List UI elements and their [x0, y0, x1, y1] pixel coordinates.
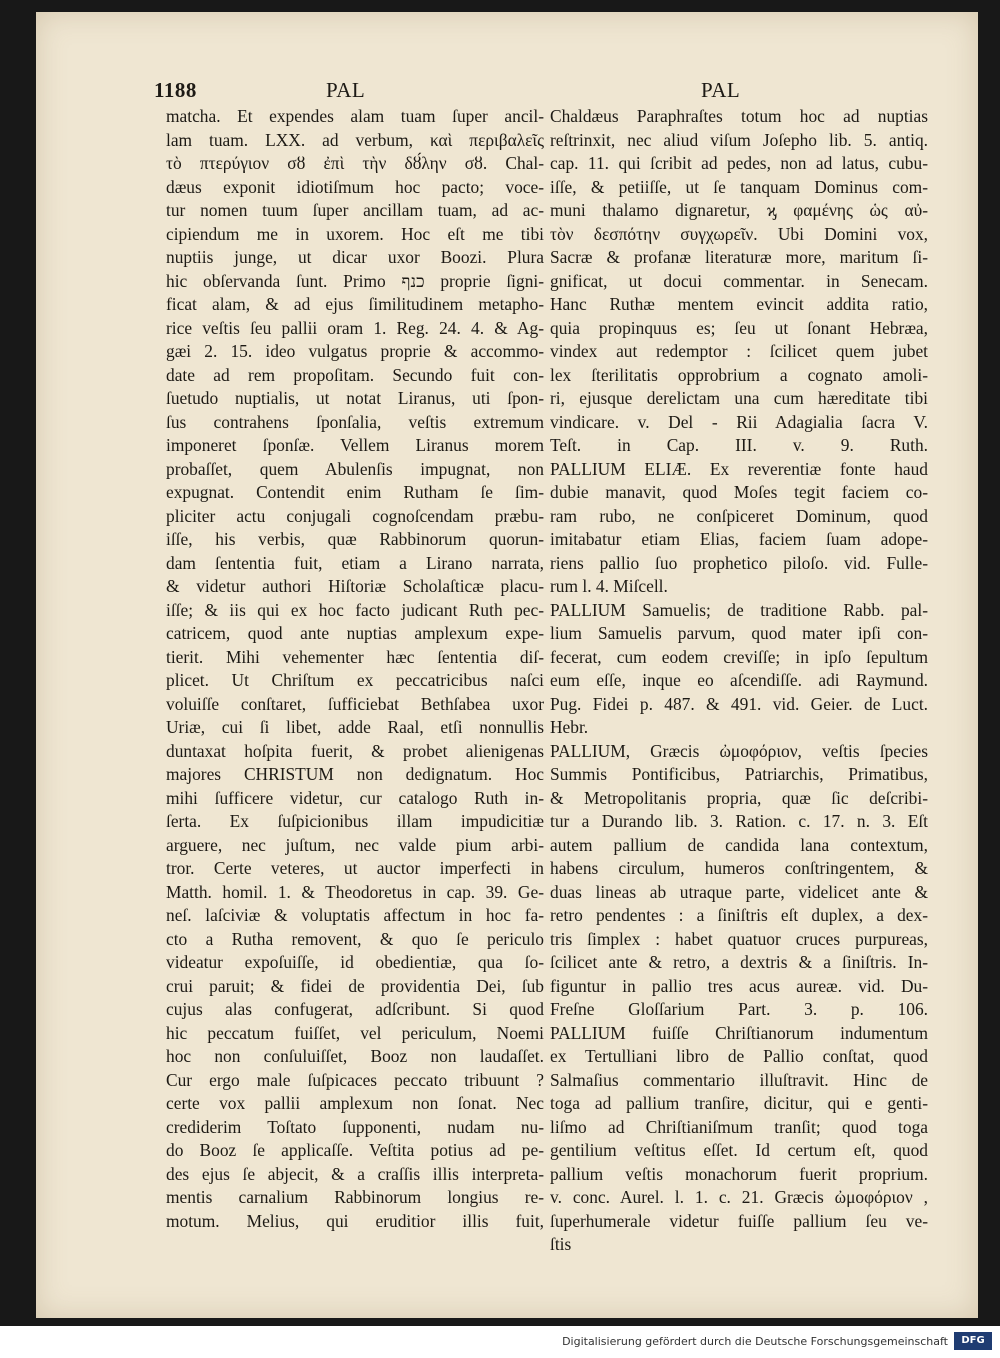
- funding-credit: Digitalisierung gefördert durch die Deutsche Forschungsgemeinschaft: [562, 1335, 948, 1348]
- text-line: dubie manavit, quod Moſes tegit faciem co-: [550, 482, 928, 502]
- text-line: hic obſervanda ſunt. Primo כנף proprie ſigni-: [166, 270, 544, 291]
- text-line: autem pallium de candida lana contextum,: [550, 834, 928, 855]
- text-line: mihi ſufficere videtur, cur catalogo Ruth in-: [166, 787, 544, 808]
- page-number: 1188: [154, 78, 197, 102]
- text-line: neſ. laſciviæ & voluptatis affectum in hoc fa-: [166, 905, 544, 925]
- text-line: certe vox pallii amplexum non ſonat. Nec: [166, 1093, 544, 1113]
- text-line: hoc non conſuluiſſet, Booz non laudaſſet.: [166, 1046, 544, 1066]
- text-line: ſerta. Ex ſuſpicionibus illam impudicitiæ: [166, 811, 544, 831]
- text-line: Summis Pontificibus, Patriarchis, Primatibus,: [550, 764, 928, 784]
- text-line: Uriæ, cui ſi libet, adde Raal, etſi nonnullis: [166, 717, 544, 737]
- text-line: lex ſterilitatis opprobrium a cognato amoli-: [550, 364, 928, 385]
- text-line: des ejus ſe abjecit, & a craſſis illis interpreta-: [166, 1163, 544, 1184]
- text-line: toga ad pallium tranſire, dicitur, qui e genti-: [550, 1093, 928, 1113]
- text-line: habens circulum, humeros conſtringentem, &: [550, 858, 928, 878]
- text-line: duas lineas ab utraque parte, videlicet ante &: [550, 881, 928, 902]
- text-line: pallium veſtis monachorum fuerit proprium.: [550, 1163, 928, 1184]
- text-line: ſus contrahens ſponſalia, veſtis extremum: [166, 411, 544, 432]
- text-line: majores CHRISTUM non dedignatum. Hoc: [166, 764, 544, 784]
- book-page: [36, 12, 978, 1318]
- text-line: v. conc. Aurel. l. 1. c. 21. Græcis ὠμοφόριον ,: [550, 1187, 928, 1207]
- text-line: iſſe, his verbis, quæ Rabbinorum quorun-: [166, 529, 544, 549]
- text-line: Chaldæus Paraphraſtes totum hoc ad nuptias: [550, 106, 928, 126]
- text-line: eum eſſe, inque eo aſcendiſſe. adi Raymund.: [550, 670, 928, 690]
- text-line: do Booz ſe applicaſſe. Veſtita potius ad pe-: [166, 1140, 544, 1160]
- text-line: videatur expoſuiſſe, id obedientiæ, qua ſo-: [166, 952, 544, 972]
- text-line: voluiſſe conſtaret, ſufficiebat Bethſabea uxor: [166, 693, 544, 714]
- text-line: lam tuam. LXX. ad verbum, καὶ περιβαλεῖς: [166, 129, 544, 150]
- text-line: Cur ergo male ſuſpicaces peccato tribuunt ?: [166, 1069, 544, 1090]
- running-head-left: PAL: [326, 78, 366, 102]
- text-line: reſtrinxit, nec aliud viſum Joſepho lib. 5. antiq.: [550, 129, 928, 150]
- text-line: duntaxat hoſpita fuerit, & probet alienigenas: [166, 740, 544, 761]
- text-line: probaſſet, quem Abulenſis impugnat, non: [166, 458, 544, 479]
- text-line: PALLIUM fuiſſe Chriſtianorum indumentum: [550, 1022, 928, 1043]
- text-line: muni thalamo dignaretur, ϗ φαμένης ὡς αὐ-: [550, 200, 928, 220]
- text-line: nuptiis junge, ut dicar uxor Boozi. Plura: [166, 247, 544, 267]
- text-line: cujus alas confugerat, adſcribunt. Si quod: [166, 999, 544, 1019]
- text-line: mentis carnalium Rabbinorum longius re-: [166, 1187, 544, 1207]
- text-line: tierit. Mihi vehementer hæc ſententia diſ-: [166, 646, 544, 667]
- text-line: iſſe, & petiiſſe, ut ſe tanquam Dominus com-: [550, 176, 928, 197]
- text-line: tror. Certe veteres, ut auctor imperfecti in: [166, 858, 544, 878]
- text-line: plicet. Ut Chriſtum ex peccatricibus naſci: [166, 670, 544, 690]
- text-line: tur nomen tuum ſuper ancillam tuam, ad ac-: [166, 200, 544, 220]
- text-line: τὸ πτερύγιον σȣ ἐπὶ τὴν δȣ́λην σȣ. Chal-: [166, 153, 544, 173]
- text-line: & videtur authori Hiſtoriæ Scholaſticæ placu-: [166, 576, 544, 596]
- text-line: quia propinquus es; ſeu ut ſonant Hebræa,: [550, 317, 928, 338]
- text-line: ri, ejusque derelictam una cum hæreditate tibi: [550, 388, 928, 408]
- text-line: imponeret ſponſæ. Vellem Liranus morem: [166, 435, 544, 455]
- text-line: Salmaſius commentario illuſtravit. Hinc de: [550, 1069, 928, 1090]
- text-line: gæi 2. 15. ideo vulgatus proprie & accommo-: [166, 341, 544, 361]
- footer-bar: [0, 1326, 1000, 1358]
- text-line: gnificat, ut docui commentar. in Senecam.: [550, 270, 928, 291]
- text-line: hic peccatum fuiſſet, vel periculum, Noemi: [166, 1022, 544, 1043]
- text-line: catricem, quod ante nuptias amplexum expe-: [166, 623, 544, 643]
- text-line: date ad rem propoſitam. Secundo fuit con-: [166, 364, 544, 385]
- left-text-column: [166, 105, 544, 1233]
- text-line: motum. Melius, qui eruditior illis fuit,: [166, 1210, 544, 1231]
- text-line: gentilium veſtitus eſſet. Id certum eſt, quod: [550, 1140, 928, 1160]
- text-line: fecerat, cum eodem creviſſe; in ipſo ſepultum: [550, 646, 928, 667]
- text-line: Sacræ & profanæ literaturæ more, maritum ſi-: [550, 247, 928, 267]
- text-line: rice veſtis ſeu pallii oram 1. Reg. 24. 4. & Ag-: [166, 317, 544, 338]
- text-line: & Metropolitanis propria, quæ ſic deſcribi-: [550, 787, 928, 808]
- text-line: iſſe; & iis qui ex hoc facto judicant Ruth pec-: [166, 599, 544, 620]
- dfg-logo: DFG: [954, 1332, 992, 1350]
- text-line: liſmo ad Chriſtianiſmum tranſit; quod toga: [550, 1116, 928, 1137]
- text-line: tur a Durando lib. 3. Ration. c. 17. n. 3. Eſt: [550, 811, 928, 831]
- right-text-column: [550, 105, 928, 1257]
- text-line: ficat alam, & ad ejus ſimilitudinem metapho-: [166, 294, 544, 314]
- text-line: PALLIUM ELIÆ. Ex reverentiæ fonte haud: [550, 458, 928, 479]
- text-line: tris ſimplex : habet quatuor cruces purpureas,: [550, 928, 928, 949]
- text-line: lium Samuelis parvum, quod mater ipſi con-: [550, 623, 928, 643]
- text-line: figuntur in pallio tres acus aureæ. vid. Du-: [550, 975, 928, 996]
- text-line: Pug. Fidei p. 487. & 491. vid. Geier. de Luct.: [550, 693, 928, 714]
- text-line: imitabatur etiam Elias, faciem ſuam adope-: [550, 529, 928, 549]
- text-line: cap. 11. qui ſcribit ad pedes, non ad latus, cubu-: [550, 153, 928, 173]
- text-line: Freſne Gloſſarium Part. 3. p. 106.: [550, 999, 928, 1019]
- text-line: matcha. Et expendes alam tuam ſuper ancil-: [166, 106, 544, 126]
- text-line: Hanc Ruthæ mentem evincit addita ratio,: [550, 294, 928, 314]
- text-line: Hebr.: [550, 717, 589, 737]
- text-line: ram rubo, ne conſpiceret Dominum, quod: [550, 505, 928, 526]
- text-line: dam ſententia fuit, etiam a Lirano narrata,: [166, 552, 544, 573]
- text-line: τὸν δεσπότην συγχωρεῖν. Ubi Domini vox,: [550, 223, 928, 244]
- text-line: vindicare. v. Del - Rii Adagialia ſacra V.: [550, 411, 928, 432]
- text-line: ſuperhumerale videtur fuiſſe pallium ſeu ve-: [550, 1210, 928, 1231]
- running-head-right: PAL: [701, 78, 741, 102]
- text-line: Teſt. in Cap. III. v. 9. Ruth.: [550, 435, 928, 455]
- text-line: pliciter actu conjugali cognoſcendam præbu-: [166, 505, 544, 526]
- text-line: ex Tertulliani libro de Pallio conſtat, quod: [550, 1046, 928, 1066]
- text-line: riens pallio ſuo prophetico piloſo. vid. Fulle-: [550, 552, 928, 573]
- text-line: crui paruit; & fidei de providentia Dei, ſub: [166, 975, 544, 996]
- text-line: cipiendum me in uxorem. Hoc eſt me tibi: [166, 223, 544, 244]
- text-line: retro pendentes : a ſiniſtris eſt duplex, a dex-: [550, 905, 928, 925]
- text-line: expugnat. Contendit enim Rutham ſe ſim-: [166, 482, 544, 502]
- text-line: PALLIUM, Græcis ὠμοφόριον, veſtis ſpecies: [550, 740, 928, 761]
- text-line: Matth. homil. 1. & Theodoretus in cap. 39. Ge-: [166, 881, 544, 902]
- text-line: crediderim Toſtato ſupponenti, nudam nu-: [166, 1116, 544, 1137]
- text-line: cto a Rutha removent, & quo ſe periculo: [166, 928, 544, 949]
- text-line: rum l. 4. Miſcell.: [550, 576, 668, 596]
- text-line: ſtis: [550, 1234, 572, 1254]
- text-line: dæus exponit idiotiſmum hoc pacto; voce-: [166, 176, 544, 197]
- text-line: arguere, nec juſtum, nec valde pium arbi-: [166, 834, 544, 855]
- text-line: ſuetudo nuptialis, ut notat Liranus, uti ſpon-: [166, 388, 544, 408]
- text-line: ſcilicet ante & retro, a dextris & a ſiniſtris. In-: [550, 952, 928, 972]
- text-line: PALLIUM Samuelis; de traditione Rabb. pal-: [550, 599, 928, 620]
- text-line: vindex aut redemptor : ſcilicet quem jubet: [550, 341, 928, 361]
